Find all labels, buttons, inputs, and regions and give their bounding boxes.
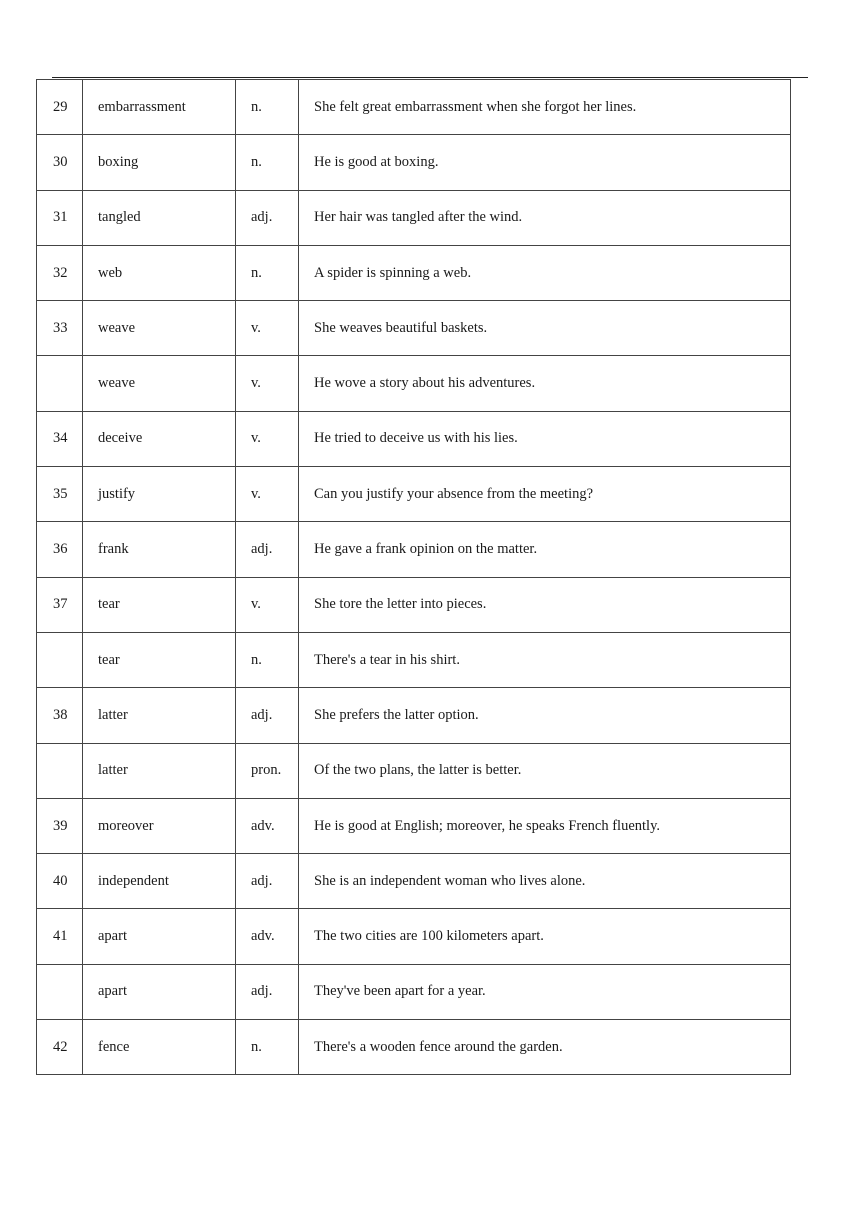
entry-number: 42 bbox=[37, 1020, 83, 1075]
entry-number: 36 bbox=[37, 522, 83, 577]
entry-word: boxing bbox=[83, 135, 236, 190]
entry-part-of-speech: adv. bbox=[236, 798, 299, 853]
entry-part-of-speech: v. bbox=[236, 356, 299, 411]
entry-number bbox=[37, 743, 83, 798]
table-row bbox=[37, 190, 791, 245]
entry-word: tear bbox=[83, 632, 236, 687]
entry-example: She is an independent woman who lives alone. bbox=[299, 854, 791, 909]
entry-word: embarrassment bbox=[83, 80, 236, 135]
table-row bbox=[37, 301, 791, 356]
entry-example: The two cities are 100 kilometers apart. bbox=[299, 909, 791, 964]
entry-number: 32 bbox=[37, 245, 83, 300]
entry-part-of-speech: adv. bbox=[236, 909, 299, 964]
table-row bbox=[37, 964, 791, 1019]
entry-example: He is good at boxing. bbox=[299, 135, 791, 190]
entry-word: weave bbox=[83, 356, 236, 411]
entry-number: 39 bbox=[37, 798, 83, 853]
entry-number: 41 bbox=[37, 909, 83, 964]
entry-part-of-speech: adj. bbox=[236, 522, 299, 577]
entry-number: 29 bbox=[37, 80, 83, 135]
entry-part-of-speech: adj. bbox=[236, 190, 299, 245]
entry-number: 37 bbox=[37, 577, 83, 632]
entry-number: 34 bbox=[37, 411, 83, 466]
table-row bbox=[37, 798, 791, 853]
entry-part-of-speech: pron. bbox=[236, 743, 299, 798]
entry-example: He wove a story about his adventures. bbox=[299, 356, 791, 411]
entry-number: 31 bbox=[37, 190, 83, 245]
table-row bbox=[37, 577, 791, 632]
entry-number: 30 bbox=[37, 135, 83, 190]
table-row bbox=[37, 80, 791, 135]
entry-word: web bbox=[83, 245, 236, 300]
table-row bbox=[37, 522, 791, 577]
table-row bbox=[37, 688, 791, 743]
entry-number: 33 bbox=[37, 301, 83, 356]
entry-number: 38 bbox=[37, 688, 83, 743]
entry-word: weave bbox=[83, 301, 236, 356]
entry-word: moreover bbox=[83, 798, 236, 853]
table-row bbox=[37, 245, 791, 300]
table-row bbox=[37, 411, 791, 466]
entry-part-of-speech: v. bbox=[236, 577, 299, 632]
entry-example: She tore the letter into pieces. bbox=[299, 577, 791, 632]
table-row bbox=[37, 854, 791, 909]
entry-part-of-speech: n. bbox=[236, 1020, 299, 1075]
entry-example: Of the two plans, the latter is better. bbox=[299, 743, 791, 798]
entry-example: He is good at English; moreover, he speaks French fluently. bbox=[299, 798, 791, 853]
table-row bbox=[37, 467, 791, 522]
entry-word: apart bbox=[83, 909, 236, 964]
entry-word: independent bbox=[83, 854, 236, 909]
entry-number bbox=[37, 356, 83, 411]
entry-word: apart bbox=[83, 964, 236, 1019]
entry-example: There's a tear in his shirt. bbox=[299, 632, 791, 687]
entry-word: frank bbox=[83, 522, 236, 577]
entry-part-of-speech: v. bbox=[236, 301, 299, 356]
table-row bbox=[37, 1020, 791, 1075]
entry-number bbox=[37, 964, 83, 1019]
entry-word: tear bbox=[83, 577, 236, 632]
entry-part-of-speech: adj. bbox=[236, 964, 299, 1019]
entry-word: latter bbox=[83, 688, 236, 743]
entry-part-of-speech: adj. bbox=[236, 854, 299, 909]
table-row bbox=[37, 356, 791, 411]
entry-word: justify bbox=[83, 467, 236, 522]
entry-example: Her hair was tangled after the wind. bbox=[299, 190, 791, 245]
table-row bbox=[37, 632, 791, 687]
entry-example: He tried to deceive us with his lies. bbox=[299, 411, 791, 466]
table-row bbox=[37, 135, 791, 190]
entry-example: She prefers the latter option. bbox=[299, 688, 791, 743]
entry-example: Can you justify your absence from the meeting? bbox=[299, 467, 791, 522]
entry-example: A spider is spinning a web. bbox=[299, 245, 791, 300]
entry-part-of-speech: n. bbox=[236, 632, 299, 687]
header-rule bbox=[52, 77, 808, 78]
entry-word: tangled bbox=[83, 190, 236, 245]
entry-part-of-speech: v. bbox=[236, 411, 299, 466]
entry-example: There's a wooden fence around the garden. bbox=[299, 1020, 791, 1075]
vocabulary-table bbox=[36, 79, 791, 1075]
entry-number: 40 bbox=[37, 854, 83, 909]
table-row bbox=[37, 909, 791, 964]
entry-example: She felt great embarrassment when she forgot her lines. bbox=[299, 80, 791, 135]
entry-example: He gave a frank opinion on the matter. bbox=[299, 522, 791, 577]
entry-word: deceive bbox=[83, 411, 236, 466]
entry-example: They've been apart for a year. bbox=[299, 964, 791, 1019]
entry-part-of-speech: n. bbox=[236, 135, 299, 190]
entry-example: She weaves beautiful baskets. bbox=[299, 301, 791, 356]
entry-word: latter bbox=[83, 743, 236, 798]
entry-part-of-speech: n. bbox=[236, 245, 299, 300]
entry-word: fence bbox=[83, 1020, 236, 1075]
entry-part-of-speech: v. bbox=[236, 467, 299, 522]
table-row bbox=[37, 743, 791, 798]
entry-number bbox=[37, 632, 83, 687]
entry-part-of-speech: n. bbox=[236, 80, 299, 135]
entry-number: 35 bbox=[37, 467, 83, 522]
entry-part-of-speech: adj. bbox=[236, 688, 299, 743]
